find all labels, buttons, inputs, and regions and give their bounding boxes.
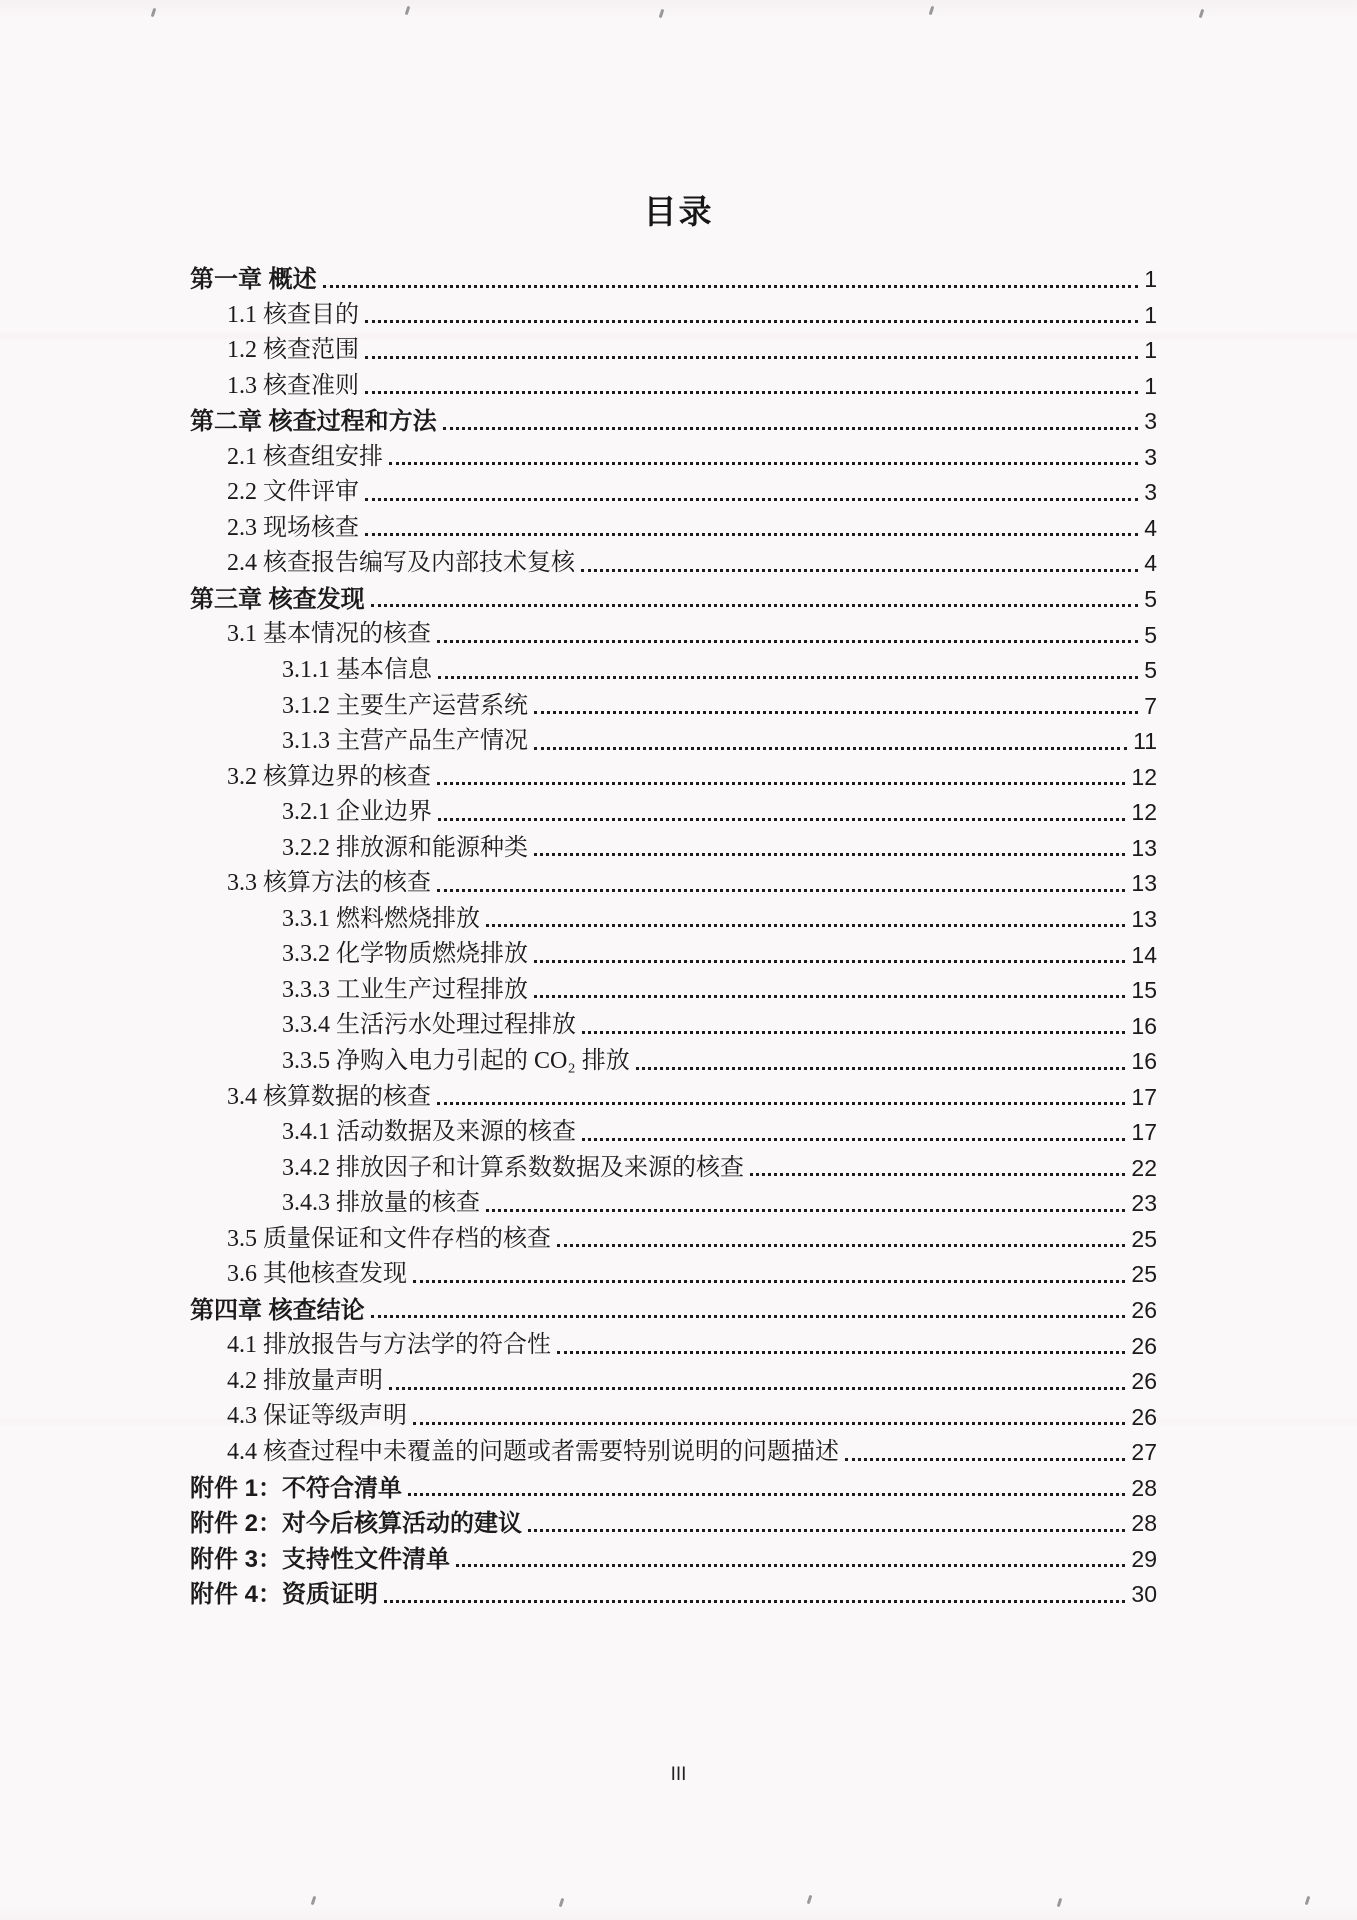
toc-entry-row (227, 1431, 1157, 1467)
toc-entry-row (227, 1253, 1157, 1289)
toc-entry-page: 27 (1131, 1439, 1157, 1466)
toc-dot-leader (371, 1315, 1126, 1318)
toc-entry-page: 30 (1131, 1581, 1157, 1608)
toc-entry-row (227, 1218, 1157, 1254)
toc-dot-leader (384, 1600, 1125, 1603)
toc-entry-row (282, 1040, 1157, 1076)
footer-page-number: III (670, 1764, 687, 1785)
toc-entry-page: 17 (1131, 1119, 1157, 1146)
toc-entry-row (227, 1360, 1157, 1396)
toc-entry-label: 3.4.3 排放量的核查 (282, 1190, 480, 1217)
toc-entry-page: 4 (1144, 550, 1157, 577)
toc-entry-label: 1.2 核查范围 (227, 337, 359, 364)
toc-entry-page: 23 (1131, 1190, 1157, 1217)
scan-mark (659, 9, 665, 18)
toc-dot-leader (437, 1102, 1125, 1105)
toc-entry-row (190, 1538, 1157, 1574)
toc-entry-row (227, 1324, 1157, 1360)
toc-entry-label: 2.3 现场核查 (227, 514, 359, 541)
toc-entry-label: 3.2.1 企业边界 (282, 799, 432, 826)
toc-entry-page: 25 (1131, 1261, 1157, 1288)
toc-entry-label: 3.1.3 主营产品生产情况 (282, 728, 528, 755)
toc-entry-row (282, 1147, 1157, 1183)
toc-entry-row (190, 1573, 1157, 1609)
toc-entry-row (227, 436, 1157, 472)
toc-entry-label: 第四章 核查结论 (190, 1296, 365, 1324)
toc-dot-leader (557, 1351, 1125, 1354)
toc-entry-label: 3.1.2 主要生产运营系统 (282, 692, 528, 719)
toc-dot-leader (636, 1067, 1126, 1070)
toc-entry-label: 3.4.1 活动数据及来源的核查 (282, 1119, 576, 1146)
toc-entry-row (282, 720, 1157, 756)
toc-entry-page: 13 (1131, 834, 1157, 861)
toc-entry-row (227, 862, 1157, 898)
toc-entry-label: 3.2.2 排放源和能源种类 (282, 834, 528, 861)
toc-entry-row (282, 1182, 1157, 1218)
toc-entry-label: 4.3 保证等级声明 (227, 1403, 407, 1430)
toc-dot-leader (413, 1280, 1125, 1283)
toc-entry-row (282, 649, 1157, 685)
toc-entry-label: 附件 4：资质证明 (190, 1581, 379, 1609)
toc-entry-row (227, 1396, 1157, 1432)
toc-entry-label: 3.4.2 排放因子和计算系数数据及来源的核查 (282, 1154, 744, 1181)
toc-dot-leader (438, 818, 1125, 821)
toc-dot-leader (365, 533, 1138, 536)
toc-entry-page: 26 (1131, 1296, 1157, 1323)
toc-entry-page: 13 (1131, 905, 1157, 932)
toc-dot-leader (437, 782, 1125, 785)
toc-entry-label: 2.1 核查组安排 (227, 443, 383, 470)
toc-entry-label: 3.1 基本情况的核查 (227, 621, 431, 648)
toc-entry-page: 26 (1131, 1403, 1157, 1430)
scan-mark (151, 8, 157, 17)
toc-entry-page: 3 (1144, 443, 1157, 470)
toc-entry-label: 第二章 核查过程和方法 (190, 408, 437, 436)
toc-entry-label: 3.6 其他核查发现 (227, 1261, 407, 1288)
toc-dot-leader (365, 356, 1138, 359)
toc-entry-page: 13 (1131, 870, 1157, 897)
toc-dot-leader (443, 427, 1139, 430)
toc-entry-page: 3 (1144, 479, 1157, 506)
toc-entry-page: 1 (1144, 301, 1157, 328)
toc-entry-page: 1 (1144, 337, 1157, 364)
toc-dot-leader (582, 1031, 1125, 1034)
toc-entry-page: 26 (1131, 1332, 1157, 1359)
toc-dot-leader (534, 853, 1125, 856)
toc-entry-page: 7 (1144, 692, 1157, 719)
toc-dot-leader (408, 1493, 1125, 1496)
toc-entry-page: 22 (1131, 1154, 1157, 1181)
toc-dot-leader (486, 1209, 1125, 1212)
toc-entry-row (282, 898, 1157, 934)
toc-entry-label: 4.2 排放量声明 (227, 1367, 383, 1394)
toc-entry-label: 2.2 文件评审 (227, 479, 359, 506)
toc-entry-row (227, 1076, 1157, 1112)
toc-dot-leader (528, 1529, 1125, 1532)
toc-dot-leader (581, 569, 1138, 572)
toc-entry-label: 3.5 质量保证和文件存档的核查 (227, 1225, 551, 1252)
toc-entry-page: 12 (1131, 799, 1157, 826)
toc-dot-leader (389, 1387, 1125, 1390)
toc-entry-row (282, 827, 1157, 863)
toc-dot-leader (365, 391, 1138, 394)
toc-entry-page: 1 (1144, 266, 1157, 293)
toc-entry-page: 5 (1144, 586, 1157, 613)
toc-entry-label: 4.4 核查过程中未覆盖的问题或者需要特别说明的问题描述 (227, 1439, 839, 1465)
toc-entry-page: 28 (1131, 1474, 1157, 1501)
toc-entry-label: 3.3.1 燃料燃烧排放 (282, 905, 480, 932)
toc-dot-leader (582, 1138, 1125, 1141)
toc-dot-leader (323, 285, 1139, 288)
toc-entry-label: 1.1 核查目的 (227, 301, 359, 328)
toc-entry-page: 16 (1131, 1048, 1157, 1075)
toc-entry-page: 5 (1144, 657, 1157, 684)
toc-entry-page: 12 (1131, 763, 1157, 790)
toc-dot-leader (557, 1244, 1125, 1247)
toc-dot-leader (365, 320, 1138, 323)
toc-entry-page: 15 (1131, 977, 1157, 1004)
toc-entry-label: 第三章 核查发现 (190, 585, 365, 613)
toc-dot-leader (534, 711, 1138, 714)
toc-entry-row (190, 1289, 1157, 1325)
toc-entry-page: 25 (1131, 1225, 1157, 1252)
toc-entry-page: 26 (1131, 1368, 1157, 1395)
toc-dot-leader (486, 924, 1125, 927)
toc-dot-leader (413, 1422, 1125, 1425)
toc-entry-row (190, 578, 1157, 614)
toc-entry-page: 14 (1131, 941, 1157, 968)
toc-entry-page: 17 (1131, 1083, 1157, 1110)
scan-mark (405, 6, 411, 15)
toc-entry-label: 3.4 核算数据的核查 (227, 1083, 431, 1110)
toc-dot-leader (534, 960, 1125, 963)
toc-entry-row (227, 365, 1157, 401)
scan-mark (1199, 9, 1205, 18)
toc-entry-page: 3 (1144, 408, 1157, 435)
toc-entry-row (282, 969, 1157, 1005)
toc-entry-label: 3.3.3 工业生产过程排放 (282, 976, 528, 1003)
toc-title: 目录 (643, 193, 714, 230)
toc-entry-row (282, 933, 1157, 969)
toc-dot-leader (437, 889, 1125, 892)
toc-dot-leader (750, 1173, 1125, 1176)
toc-entry-row (190, 1502, 1157, 1538)
scan-mark (559, 1898, 565, 1907)
toc-list (190, 258, 1157, 1609)
toc-dot-leader (438, 676, 1138, 679)
scan-mark (1305, 1896, 1311, 1905)
toc-dot-leader (365, 498, 1138, 501)
toc-entry-page: 29 (1131, 1545, 1157, 1572)
toc-entry-label: 3.3.5 净购入电力引起的 CO₂ 排放 (282, 1047, 630, 1074)
toc-dot-leader (371, 604, 1139, 607)
toc-entry-page: 5 (1144, 621, 1157, 648)
toc-entry-row (190, 258, 1157, 294)
toc-entry-label: 3.3.4 生活污水处理过程排放 (282, 1012, 576, 1039)
toc-entry-label: 附件 2：对今后核算活动的建议 (190, 1510, 523, 1538)
toc-entry-row (227, 542, 1157, 578)
toc-dot-leader (845, 1458, 1125, 1461)
toc-entry-row (190, 400, 1157, 436)
scan-mark (929, 6, 935, 15)
toc-entry-label: 附件 1：不符合清单 (190, 1474, 403, 1502)
toc-entry-label: 3.1.1 基本信息 (282, 656, 432, 683)
toc-dot-leader (456, 1564, 1125, 1567)
toc-entry-page: 1 (1144, 372, 1157, 399)
toc-entry-label: 附件 3：支持性文件清单 (190, 1545, 451, 1573)
toc-entry-row (227, 507, 1157, 543)
toc-entry-row (282, 1004, 1157, 1040)
toc-entry-label: 1.3 核查准则 (227, 372, 359, 399)
toc-entry-row (227, 756, 1157, 792)
toc-entry-row (282, 1111, 1157, 1147)
toc-entry-label: 3.3 核算方法的核查 (227, 870, 431, 897)
toc-entry-label: 2.4 核查报告编写及内部技术复核 (227, 550, 575, 577)
toc-entry-row (282, 685, 1157, 721)
scan-mark (807, 1895, 813, 1904)
toc-entry-row (190, 1467, 1157, 1503)
toc-entry-row (227, 329, 1157, 365)
toc-entry-page: 28 (1131, 1510, 1157, 1537)
toc-entry-page: 16 (1131, 1012, 1157, 1039)
toc-entry-row (227, 294, 1157, 330)
toc-entry-page: 4 (1144, 514, 1157, 541)
toc-entry-label: 3.2 核算边界的核查 (227, 763, 431, 790)
toc-entry-label: 3.3.2 化学物质燃烧排放 (282, 941, 528, 968)
toc-dot-leader (389, 462, 1138, 465)
toc-dot-leader (534, 747, 1127, 750)
toc-entry-label: 4.1 排放报告与方法学的符合性 (227, 1332, 551, 1359)
toc-entry-row (227, 471, 1157, 507)
toc-entry-row (227, 613, 1157, 649)
toc-entry-label: 第一章 概述 (190, 265, 317, 293)
toc-dot-leader (437, 640, 1138, 643)
toc-entry-page: 11 (1133, 728, 1157, 755)
scan-mark (1057, 1898, 1063, 1907)
scan-mark (311, 1896, 317, 1905)
toc-entry-row (282, 791, 1157, 827)
toc-dot-leader (534, 995, 1125, 998)
